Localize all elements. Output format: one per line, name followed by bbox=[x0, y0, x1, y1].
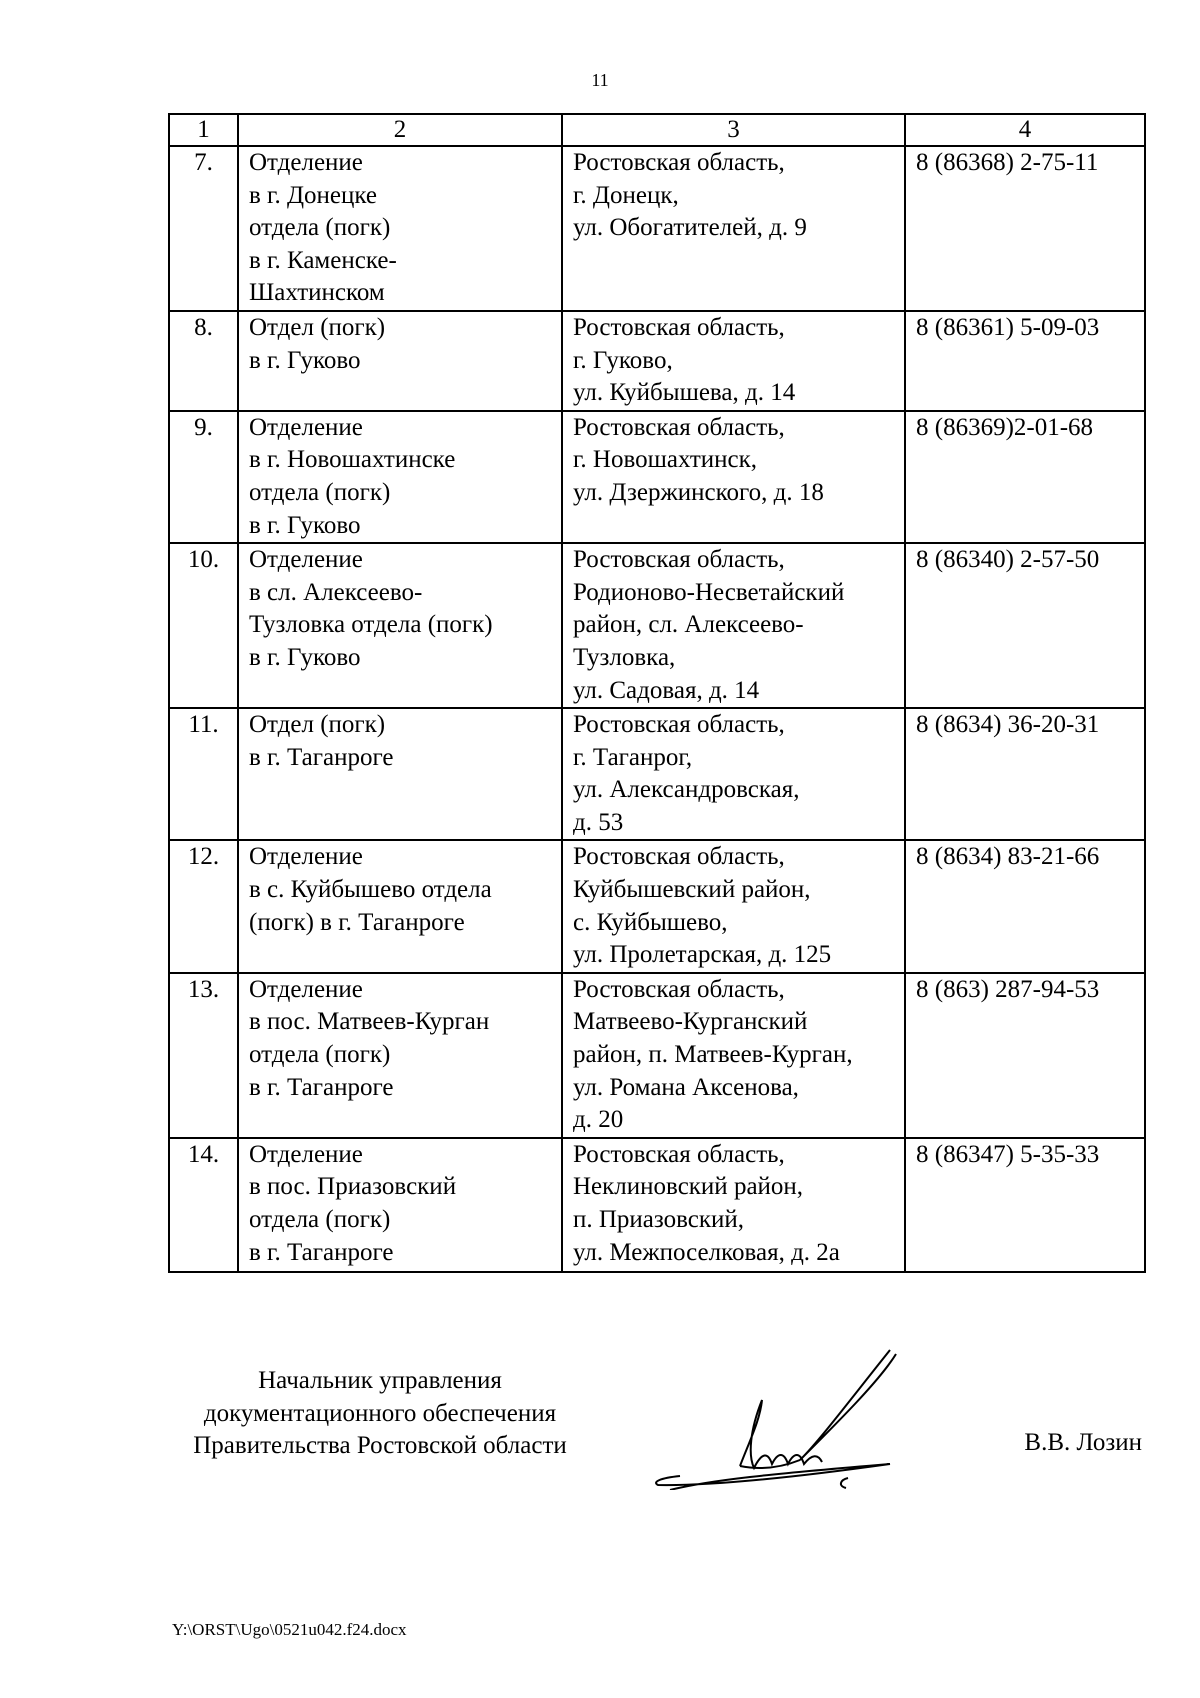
department-name-line: (погк) в г. Таганроге bbox=[249, 908, 465, 936]
department-address bbox=[562, 543, 905, 708]
address-line: ул. Куйбышева, д. 14 bbox=[573, 379, 796, 407]
row-number: 7. bbox=[169, 146, 238, 311]
address-line: Ростовская область, bbox=[573, 843, 785, 871]
department-name-line: в г. Гуково bbox=[249, 511, 361, 539]
address-line: ул. Садовая, д. 14 bbox=[573, 676, 760, 704]
table-row bbox=[169, 146, 1145, 311]
phone-number: 8 (8634) 36-20-31 bbox=[905, 708, 1145, 840]
department-name-line: в г. Новошахтинске bbox=[249, 446, 456, 474]
phone-number: 8 (86340) 2-57-50 bbox=[905, 543, 1145, 708]
address-line: г. Таганрог, bbox=[573, 743, 693, 771]
department-name-line: отдела (погк) bbox=[249, 1041, 391, 1069]
table-row bbox=[169, 708, 1145, 840]
column-header-3: 3 bbox=[562, 114, 905, 146]
address-line: Ростовская область, bbox=[573, 711, 785, 739]
departments-table bbox=[168, 113, 1146, 1273]
department-address bbox=[562, 146, 905, 311]
department-name-line: отдела (погк) bbox=[249, 478, 391, 506]
department-address bbox=[562, 311, 905, 411]
address-line: ул. Межпоселковая, д. 2а bbox=[573, 1238, 840, 1266]
table-row bbox=[169, 411, 1145, 543]
address-line: г. Новошахтинск, bbox=[573, 446, 758, 474]
department-address bbox=[562, 411, 905, 543]
department-name-line: в г. Донецке bbox=[249, 181, 378, 209]
department-name-line: в г. Гуково bbox=[249, 346, 361, 374]
phone-number: 8 (86347) 5-35-33 bbox=[905, 1138, 1145, 1272]
department-name-line: в пос. Приазовский bbox=[249, 1173, 457, 1201]
signature-title bbox=[160, 1365, 600, 1463]
department-name bbox=[238, 146, 562, 311]
address-line: ул. Александровская, bbox=[573, 776, 800, 804]
address-line: Ростовская область, bbox=[573, 149, 785, 176]
department-name-line: Отделение bbox=[249, 1140, 363, 1168]
signature-title-line: документационного обеспечения bbox=[203, 1399, 557, 1427]
address-line: г. Донецк, bbox=[573, 181, 679, 209]
department-name bbox=[238, 543, 562, 708]
phone-number: 8 (86368) 2-75-11 bbox=[905, 146, 1145, 311]
signature-title-line: Начальник управления bbox=[258, 1367, 502, 1394]
department-name-line: Отделение bbox=[249, 546, 363, 574]
column-header-1: 1 bbox=[169, 114, 238, 146]
department-name-line: Отделение bbox=[249, 843, 363, 871]
row-number: 9. bbox=[169, 411, 238, 543]
department-address bbox=[562, 708, 905, 840]
row-number: 13. bbox=[169, 973, 238, 1138]
department-name bbox=[238, 311, 562, 411]
row-number: 12. bbox=[169, 840, 238, 972]
department-name-line: в г. Таганроге bbox=[249, 1073, 394, 1101]
department-name bbox=[238, 411, 562, 543]
address-line: д. 20 bbox=[573, 1106, 624, 1134]
department-name-line: в сл. Алексеево- bbox=[249, 578, 423, 606]
table-row bbox=[169, 973, 1145, 1138]
address-line: п. Приазовский, bbox=[573, 1206, 745, 1233]
department-name-line: в с. Куйбышево отдела bbox=[249, 876, 492, 904]
column-header-4: 4 bbox=[905, 114, 1145, 146]
department-address bbox=[562, 840, 905, 972]
table-row bbox=[169, 840, 1145, 972]
address-line: Куйбышевский район, bbox=[573, 876, 811, 904]
address-line: ул. Романа Аксенова, bbox=[573, 1073, 799, 1101]
signer-name: В.В. Лозин bbox=[1024, 1429, 1142, 1456]
department-name-line: в пос. Матвеев-Курган bbox=[249, 1008, 490, 1036]
phone-number: 8 (863) 287-94-53 bbox=[905, 973, 1145, 1138]
department-name-line: Отделение bbox=[249, 975, 363, 1003]
column-header-2: 2 bbox=[238, 114, 562, 146]
table-row bbox=[169, 311, 1145, 411]
phone-number: 8 (86361) 5-09-03 bbox=[905, 311, 1145, 411]
row-number: 14. bbox=[169, 1138, 238, 1272]
department-name-line: Отдел (погк) bbox=[249, 313, 386, 341]
department-address bbox=[562, 973, 905, 1138]
address-line: ул. Дзержинского, д. 18 bbox=[573, 478, 824, 506]
department-name-line: Отделение bbox=[249, 149, 363, 176]
address-line: Ростовская область, bbox=[573, 313, 785, 341]
department-name bbox=[238, 708, 562, 840]
address-line: с. Куйбышево, bbox=[573, 908, 728, 936]
department-name-line: отдела (погк) bbox=[249, 214, 391, 242]
department-name bbox=[238, 840, 562, 972]
department-name-line: Отдел (погк) bbox=[249, 711, 386, 739]
address-line: Ростовская область, bbox=[573, 975, 785, 1003]
address-line: ул. Пролетарская, д. 125 bbox=[573, 941, 832, 969]
address-line: д. 53 bbox=[573, 808, 624, 836]
signature-title-line: Правительства Ростовской области bbox=[193, 1432, 567, 1460]
address-line: Ростовская область, bbox=[573, 546, 785, 574]
page-number: 11 bbox=[591, 70, 609, 90]
department-address bbox=[562, 1138, 905, 1272]
address-line: Матвеево-Курганский bbox=[573, 1008, 808, 1036]
address-line: Родионово-Несветайский bbox=[573, 578, 845, 606]
department-name-line: в г. Каменске- bbox=[249, 246, 397, 274]
department-name bbox=[238, 1138, 562, 1272]
file-path: Y:\ORST\Ugo\0521u042.f24.docx bbox=[172, 1620, 407, 1639]
address-line: Ростовская область, bbox=[573, 413, 785, 441]
table-row bbox=[169, 1138, 1145, 1272]
row-number: 11. bbox=[169, 708, 238, 840]
department-name-line: Тузловка отдела (погк) bbox=[249, 611, 493, 639]
address-line: Тузловка, bbox=[573, 643, 676, 671]
department-name-line: Отделение bbox=[249, 413, 363, 441]
department-name-line: в г. Таганроге bbox=[249, 743, 394, 771]
address-line: район, сл. Алексеево- bbox=[573, 611, 804, 639]
department-name bbox=[238, 973, 562, 1138]
phone-number: 8 (8634) 83-21-66 bbox=[905, 840, 1145, 972]
address-line: ул. Обогатителей, д. 9 bbox=[573, 214, 807, 242]
table-row bbox=[169, 543, 1145, 708]
department-name-line: отдела (погк) bbox=[249, 1206, 391, 1233]
department-name-line: в г. Гуково bbox=[249, 643, 361, 671]
department-name-line: в г. Таганроге bbox=[249, 1238, 394, 1266]
department-name-line: Шахтинском bbox=[249, 279, 385, 307]
handwritten-signature bbox=[650, 1340, 910, 1490]
address-line: Неклиновский район, bbox=[573, 1173, 804, 1201]
table-header-row bbox=[169, 114, 1145, 146]
address-line: район, п. Матвеев-Курган, bbox=[573, 1041, 853, 1069]
row-number: 10. bbox=[169, 543, 238, 708]
row-number: 8. bbox=[169, 311, 238, 411]
address-line: г. Гуково, bbox=[573, 346, 673, 374]
address-line: Ростовская область, bbox=[573, 1140, 785, 1168]
phone-number: 8 (86369)2-01-68 bbox=[905, 411, 1145, 543]
